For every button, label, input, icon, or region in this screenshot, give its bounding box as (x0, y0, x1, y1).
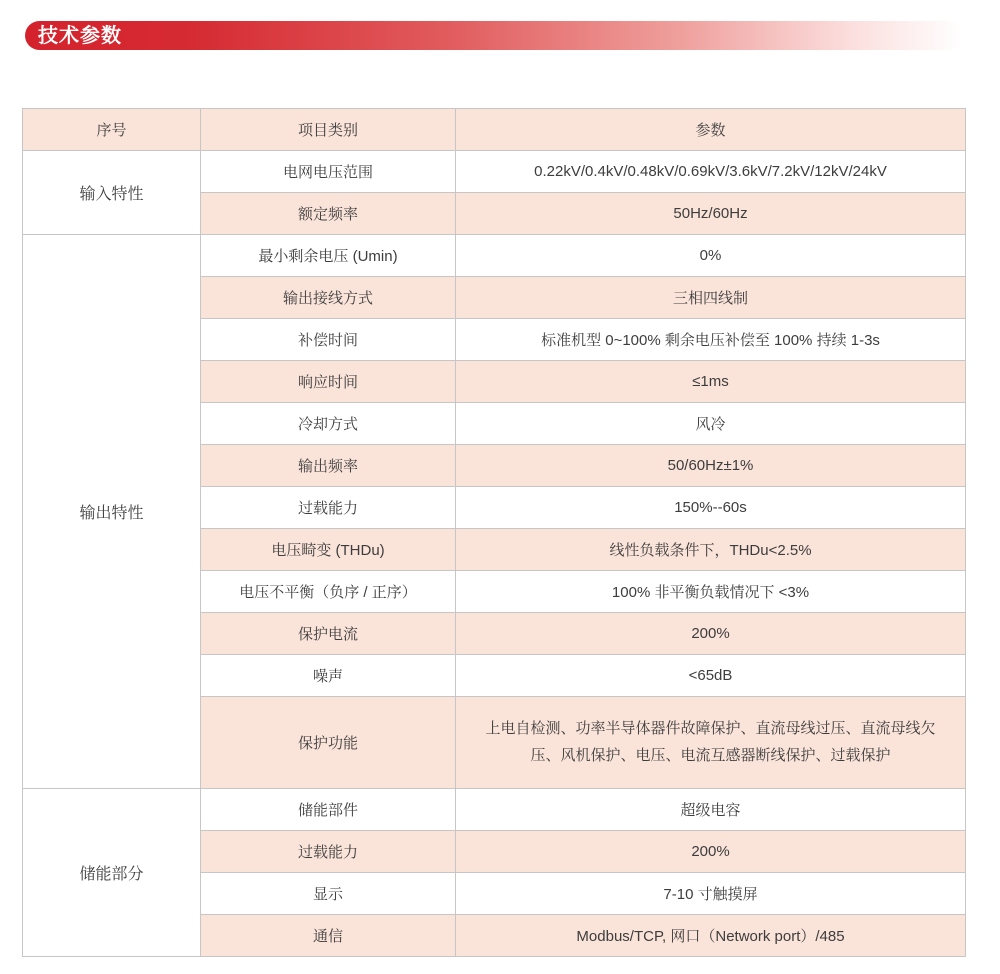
item-label: 显示 (201, 873, 456, 915)
table-row (23, 789, 966, 831)
item-label: 通信 (201, 915, 456, 957)
item-label: 噪声 (201, 655, 456, 697)
item-label: 保护功能 (201, 697, 456, 789)
item-label: 补偿时间 (201, 319, 456, 361)
item-value: 200% (456, 831, 966, 873)
item-value: 200% (456, 613, 966, 655)
row-group-label-storage: 储能部分 (23, 789, 201, 957)
table-header-row (23, 109, 966, 151)
item-value: 50/60Hz±1% (456, 445, 966, 487)
item-label: 冷却方式 (201, 403, 456, 445)
item-value: 标准机型 0~100% 剩余电压补偿至 100% 持续 1-3s (456, 319, 966, 361)
item-label: 输出频率 (201, 445, 456, 487)
column-header-parameter: 参数 (456, 109, 966, 151)
item-value: 100% 非平衡负载情况下 <3% (456, 571, 966, 613)
item-value: ≤1ms (456, 361, 966, 403)
item-value: 0% (456, 235, 966, 277)
item-value: 7-10 寸触摸屏 (456, 873, 966, 915)
section-title-banner (25, 21, 963, 50)
item-label: 电压畸变 (THDu) (201, 529, 456, 571)
item-value: 超级电容 (456, 789, 966, 831)
item-value: 风冷 (456, 403, 966, 445)
column-header-category: 项目类别 (201, 109, 456, 151)
spec-table (22, 108, 966, 957)
item-label: 最小剩余电压 (Umin) (201, 235, 456, 277)
item-value: 线性负载条件下，THDu<2.5% (456, 529, 966, 571)
item-label: 输出接线方式 (201, 277, 456, 319)
column-header-serial: 序号 (23, 109, 201, 151)
row-group-label-input: 输入特性 (23, 151, 201, 235)
item-value: <65dB (456, 655, 966, 697)
item-value: 上电自检测、功率半导体器件故障保护、直流母线过压、直流母线欠压、风机保护、电压、电流互感器断线保护、过载保护 (456, 697, 966, 789)
item-label: 过载能力 (201, 487, 456, 529)
item-label: 电网电压范围 (201, 151, 456, 193)
item-value: 150%--60s (456, 487, 966, 529)
item-value: 50Hz/60Hz (456, 193, 966, 235)
item-value: 三相四线制 (456, 277, 966, 319)
row-group-label-output: 输出特性 (23, 235, 201, 789)
item-label: 过载能力 (201, 831, 456, 873)
table-row (23, 151, 966, 193)
item-value: 0.22kV/0.4kV/0.48kV/0.69kV/3.6kV/7.2kV/12kV/24kV (456, 151, 966, 193)
table-row (23, 235, 966, 277)
item-label: 额定频率 (201, 193, 456, 235)
item-label: 电压不平衡（负序 / 正序） (201, 571, 456, 613)
item-label: 保护电流 (201, 613, 456, 655)
item-label: 储能部件 (201, 789, 456, 831)
item-label: 响应时间 (201, 361, 456, 403)
page-title: 技术参数 (38, 24, 122, 47)
item-value: Modbus/TCP, 网口（Network port）/485 (456, 915, 966, 957)
